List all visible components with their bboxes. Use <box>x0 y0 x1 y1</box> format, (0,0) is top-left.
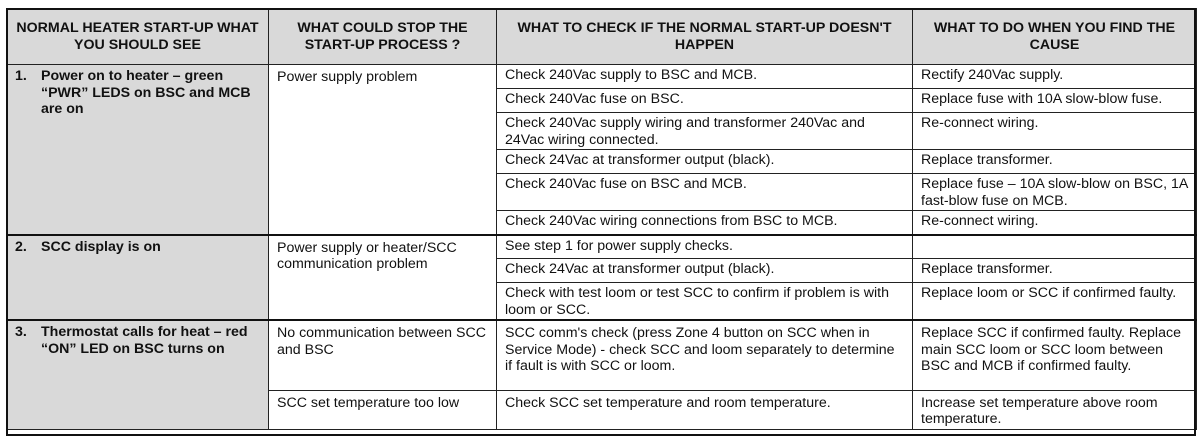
action-text: Increase set temperature above room temperature. <box>921 394 1158 427</box>
action-text: Replace transformer. <box>921 152 1053 168</box>
check-text: SCC comm's check (press Zone 4 button on SCC when in Service Mode) - check SCC and loom separately to determine if fault is with SCC or loom. <box>505 325 895 374</box>
step-description: Thermostat calls for heat – red “ON” LED on BSC turns on <box>41 324 248 357</box>
check-text: Check with test loom or test SCC to confirm if problem is with loom or SCC. <box>505 285 889 318</box>
step-number: 1. <box>15 68 27 84</box>
check-text: See step 1 for power supply checks. <box>505 237 733 254</box>
header-stop: WHAT COULD STOP THE START-UP PROCESS ? <box>269 9 497 65</box>
check-text: Check 24Vac at transformer output (black). <box>505 261 775 277</box>
action-text: Replace fuse – 10A slow-blow on BSC, 1A fast-blow fuse on MCB. <box>921 176 1188 209</box>
action-text: Replace SCC if confirmed faulty. Replace main SCC loom or SCC loom between BSC and MCB if confirmed faulty. <box>921 325 1181 374</box>
header-see: NORMAL HEATER START-UP WHAT YOU SHOULD SEE <box>7 9 269 65</box>
check-text: Check 240Vac wiring connections from BSC to MCB. <box>505 213 838 229</box>
check-text: Check 240Vac fuse on BSC and MCB. <box>505 176 747 192</box>
table-frame <box>6 8 1196 436</box>
step-number: 2. <box>15 238 27 255</box>
action-text: Rectify 240Vac supply. <box>921 67 1064 83</box>
action-text: Replace loom or SCC if confirmed faulty. <box>921 285 1177 301</box>
cause-text: No communication between SCC and BSC <box>277 325 486 358</box>
cause-text: Power supply problem <box>277 69 418 85</box>
step-number: 3. <box>15 324 27 340</box>
check-text: Check 240Vac supply wiring and transformer 240Vac and 24Vac wiring connected. <box>505 115 865 148</box>
check-text: Check SCC set temperature and room temperature. <box>505 394 831 411</box>
check-text: Check 240Vac supply to BSC and MCB. <box>505 67 758 83</box>
header-check: WHAT TO CHECK IF THE NORMAL START-UP DOESN'T HAPPEN <box>497 9 913 65</box>
action-text: Re-connect wiring. <box>921 213 1039 229</box>
step-description: SCC display is on <box>41 238 161 255</box>
action-text: Replace fuse with 10A slow-blow fuse. <box>921 91 1163 107</box>
cause-text: Power supply or heater/SCC communication problem <box>277 239 457 272</box>
cause-text: SCC set temperature too low <box>277 394 460 411</box>
action-text: Re-connect wiring. <box>921 115 1039 131</box>
action-text: Replace transformer. <box>921 261 1053 277</box>
check-text: Check 240Vac fuse on BSC. <box>505 91 684 107</box>
check-text: Check 24Vac at transformer output (black). <box>505 152 775 168</box>
header-action: WHAT TO DO WHEN YOU FIND THE CAUSE <box>913 9 1197 65</box>
step-description: Power on to heater – green “PWR” LEDS on BSC and MCB are on <box>41 68 251 117</box>
